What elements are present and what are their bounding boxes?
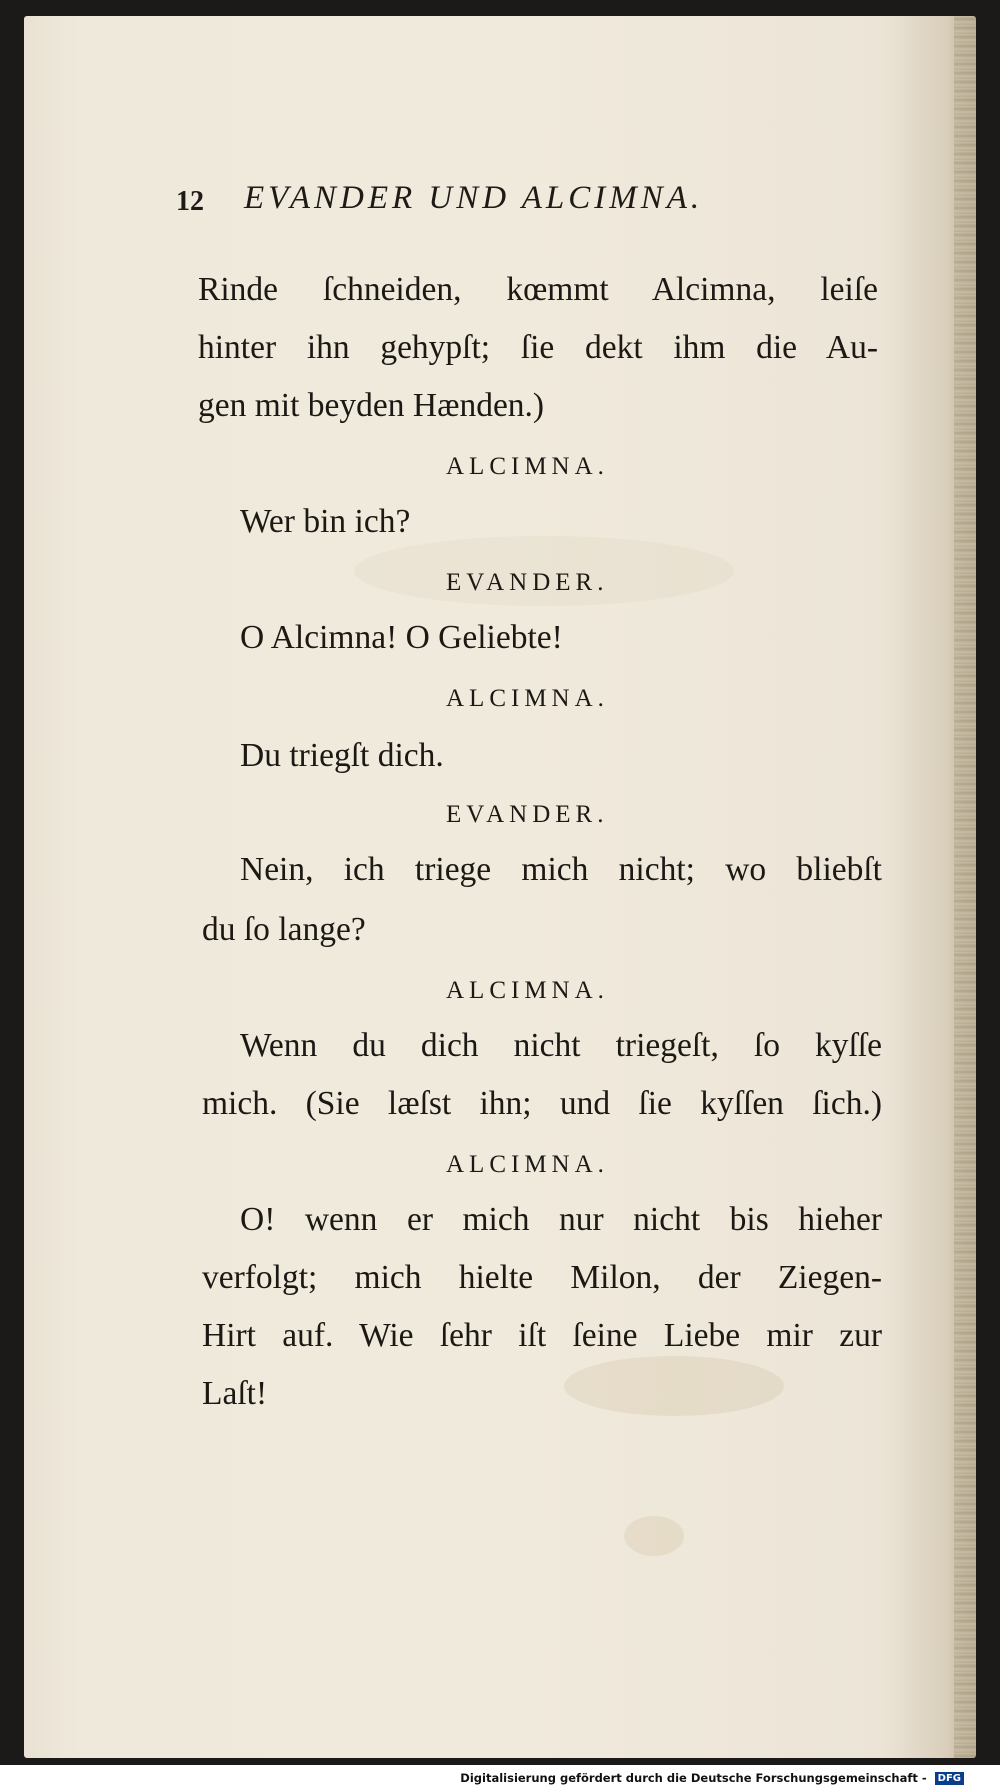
text-line: Rinde ſchneiden, kœmmt Alcimna, leiſe [198, 271, 878, 308]
text-line: O Alcimna! O Geliebte! [240, 619, 563, 656]
speaker-heading: ALCIMNA. [446, 977, 609, 1004]
page-edge [954, 16, 976, 1758]
page-number: 12 [176, 186, 204, 217]
text-line: Du triegſt dich. [240, 737, 444, 774]
text-line: du ſo lange? [202, 911, 366, 948]
text-line: Nein, ich triege mich nicht; wo bliebſt [240, 851, 882, 888]
text-line: Hirt auf. Wie ſehr iſt ſeine Liebe mir zur [202, 1317, 882, 1354]
text-line: Wer bin ich? [240, 503, 411, 540]
text-line: hinter ihn gehypſt; ſie dekt ihm die Au- [198, 329, 878, 366]
running-header [176, 180, 816, 230]
speaker-heading: ALCIMNA. [446, 685, 609, 712]
text-line: Wenn du dich nicht triegeſt, ſo kyſſe [240, 1027, 882, 1064]
speaker-heading: EVANDER. [446, 801, 609, 828]
text-line: mich. (Sie læſst ihn; und ſie kyſſen ſich.) [202, 1085, 882, 1122]
speaker-heading: ALCIMNA. [446, 453, 609, 480]
dfg-logo: DFG [935, 1772, 964, 1785]
paper-stain [624, 1516, 684, 1556]
text-line: gen mit beyden Hænden.) [198, 387, 545, 424]
speaker-heading: EVANDER. [446, 569, 609, 596]
running-title: EVANDER UND ALCIMNA. [244, 180, 704, 216]
text-line: Laſt! [202, 1375, 268, 1412]
digitization-credit [460, 1771, 964, 1785]
text-line: O! wenn er mich nur nicht bis hieher [240, 1201, 882, 1238]
paper-stain [564, 1356, 784, 1416]
text-line: verfolgt; mich hielte Milon, der Ziegen- [202, 1259, 882, 1296]
credit-text: Digitalisierung gefördert durch die Deutsche Forschungsgemeinschaft - [460, 1771, 927, 1785]
speaker-heading: ALCIMNA. [446, 1151, 609, 1178]
